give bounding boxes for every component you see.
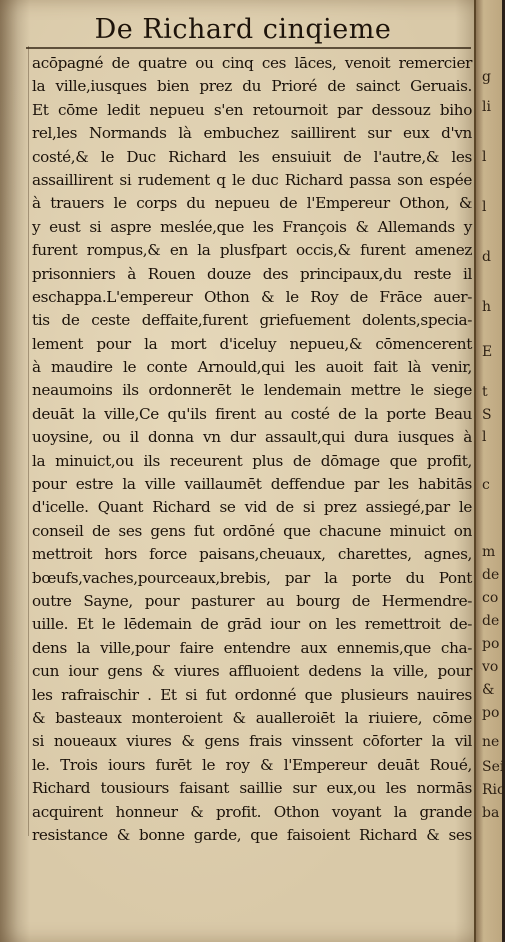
text-line: uoysine, ou il donna vn dur assault,qui dura iusques à	[32, 428, 472, 447]
facing-page-fragment: d	[482, 249, 491, 265]
text-line: uille. Et le lēdemain de grād iour on les remettroit de-	[32, 615, 472, 634]
text-line: bœufs,vaches,pourceaux,brebis, par la porte du Pont	[32, 568, 472, 587]
facing-page-fragment: l	[482, 149, 487, 165]
facing-page-fragment: Ric	[482, 782, 505, 798]
facing-page-edge	[474, 0, 505, 942]
text-line: cun iour gens & viures affluoient dedens la ville, pour	[32, 662, 472, 681]
text-line: neaumoins ils ordonnerēt le lendemain mettre le siege	[32, 381, 472, 400]
facing-page-fragment: h	[482, 299, 492, 315]
text-line: la minuict,ou ils receurent plus de dōmage que profit,	[32, 451, 472, 470]
text-line: mettroit hors force paisans,cheuaux, charettes, agnes,	[32, 545, 472, 564]
running-head: De Richard cinqieme	[94, 14, 392, 45]
facing-page-fragment: S	[482, 407, 492, 423]
facing-page-fragment: vo	[482, 659, 499, 675]
text-line: si noueaux viures & gens frais vinssent cōforter la vil	[32, 732, 472, 751]
text-line: furent rompus,& en la plusfpart occis,& furent amenez	[32, 241, 472, 260]
facing-page-fragment: de	[482, 567, 500, 583]
text-line: rel,les Normands là embuchez saillirent sur eux d'vn	[32, 124, 472, 143]
facing-page-fragment: Sei	[482, 759, 505, 775]
text-line: resistance & bonne garde, que faisoient Richard & ses	[32, 825, 472, 844]
text-line: & basteaux monteroient & aualleroiēt la riuiere, cōme	[32, 708, 472, 727]
facing-page-fragment: po	[482, 636, 500, 652]
text-line: Et cōme ledit nepueu s'en retournoit par dessouz biho	[32, 100, 472, 119]
facing-page-fragment: m	[482, 544, 496, 560]
facing-page-fragment: E	[482, 344, 493, 360]
facing-page-fragment: co	[482, 590, 499, 606]
text-line: acōpagné de quatre ou cinq ces lāces, venoit remercier	[32, 54, 472, 72]
text-line: assaillirent si rudement q le duc Richard passa son espée	[32, 170, 472, 189]
text-line: prisonniers à Rouen douze des principaux,du reste il	[32, 264, 472, 283]
text-line: pour estre la ville vaillaumēt deffendue par les habitās	[32, 475, 472, 494]
text-line: conseil de ses gens fut ordōné que chacune minuict on	[32, 521, 472, 540]
header-rule	[26, 47, 471, 49]
text-line: eschappa.L'empereur Othon & le Roy de Frāce auer-	[32, 287, 472, 306]
text-line: à trauers le corps du nepueu de l'Empereur Othon, &	[32, 194, 472, 213]
facing-page-fragment: de	[482, 613, 500, 629]
facing-page-fragment: g	[482, 69, 491, 85]
text-line: outre Sayne, pour pasturer au bourg de Hermendre-	[32, 591, 472, 610]
text-line: y eust si aspre meslée,que les François & Allemands y	[32, 217, 472, 236]
facing-page-fragment: ba	[482, 805, 500, 821]
facing-page-fragment: ne	[482, 734, 500, 750]
facing-page-fragment: l	[482, 429, 487, 445]
text-line: lement pour la mort d'iceluy nepueu,& cōmencerent	[32, 334, 472, 353]
facing-page-fragment: &	[482, 682, 495, 698]
text-line: costé,& le Duc Richard les ensuiuit de l'autre,& les	[32, 147, 472, 166]
facing-page-fragment: po	[482, 705, 500, 721]
text-line: acquirent honneur & profit. Othon voyant la grande	[32, 802, 472, 821]
facing-page-fragment: l	[482, 199, 487, 215]
body-text	[32, 52, 472, 847]
text-line: la ville,iusques bien prez du Prioré de sainct Geruais.	[32, 77, 472, 96]
text-line: Richard tousiours faisant saillie sur eux,ou les normās	[32, 779, 472, 798]
text-line: à maudire le conte Arnould,qui les auoit fait là venir,	[32, 358, 472, 377]
facing-page-fragment: c	[482, 477, 490, 493]
facing-page-fragment: li	[482, 99, 491, 115]
text-line: d'icelle. Quant Richard se vid de si prez assiegé,par le	[32, 498, 472, 517]
text-line: tis de ceste deffaite,furent griefuement dolents,specia-	[32, 311, 472, 330]
margin-rule	[28, 46, 29, 836]
text-line: deuāt la ville,Ce qu'ils firent au costé de la porte Beau	[32, 404, 472, 423]
text-line: les rafraischir . Et si fut ordonné que plusieurs nauires	[32, 685, 472, 704]
facing-page-fragment: t	[482, 384, 488, 400]
gutter-shadow	[0, 0, 30, 942]
text-line: dens la ville,pour faire entendre aux ennemis,que cha-	[32, 638, 472, 657]
text-line: le. Trois iours furēt le roy & l'Empereur deuāt Roué,	[32, 755, 472, 774]
